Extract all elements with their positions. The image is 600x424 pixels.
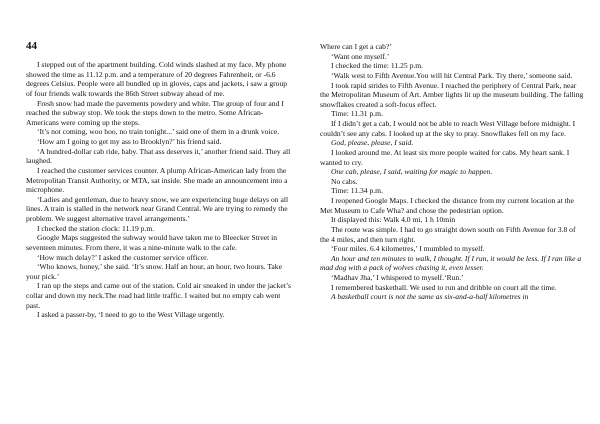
paragraph: No cabs.	[331, 176, 358, 186]
paragraph: Where can I get a cab?’	[320, 42, 392, 51]
paragraph: I checked the time: 11.25 p.m.	[331, 61, 424, 71]
paragraph: I remembered basketball. We used to run and dribble on court all the time.	[331, 282, 557, 292]
paragraph: ‘Walk west to Fifth Avenue.You will hit Central Park. Try there,’ someone said.	[331, 70, 573, 80]
paragraph: An hour and ten minutes to walk, I thought. If I run, it would be less. If I ran like a mad dog with a pack of wolves chasing it, even lesser.	[320, 253, 582, 273]
paragraph: Time: 11.31 p.m.	[331, 109, 383, 119]
paragraph: I stepped out of the apartment building. Cold winds slashed at my face. My phone showed the time as 11.12 p.m. and a temperature of 20 degrees Fahrenheit, or -6.6 degrees Celsius. People were all bundled up in gloves, caps and jackets, i saw a group of four friends walk towards the 86th Street subway ahead of me.	[26, 60, 288, 98]
paragraph: If I didn’t get a cab, I would not be able to reach West Village before midnight. I couldn’t see any cabs. I looked up at the sky to pray. Snowflakes fell on my face.	[320, 119, 576, 138]
paragraph: ‘A hundred-dollar cab ride, baby. That ass deserves it,’ another friend said. They all laughed.	[26, 146, 291, 166]
paragraph: Time: 11.34 p.m.	[331, 186, 383, 196]
paragraph: Fresh snow had made the pavements powdery and white. The group of four and I reached the subway stop. We took the steps down to the metro. Some African-Americans were coming up the steps.	[26, 98, 284, 127]
paragraph: The route was simple. I had to go straight down south on Fifth Avenue for 3.8 of the 4 miles, and then turn right.	[320, 224, 576, 244]
paragraph: It displayed this: Walk 4.0 mi, 1 h 10min	[331, 215, 456, 225]
paragraph: ‘Want one myself.’	[331, 51, 390, 61]
paragraph: I took rapid strides to Fifth Avenue. I reached the periphery of Central Park, near the Metropolitan Museum of Art. Amber lights lit up the museum building. The falling snowflakes created a soft-focus effect.	[320, 80, 584, 109]
paragraph: I reached the customer services counter. A plump African-American lady from the Metropolitan Transit Authority, or MTA, sat inside. She made an announcement into a microphone.	[26, 165, 288, 195]
paragraph: ‘Madhav Jha,’ I whispered to myself.‘Run.’	[331, 273, 464, 282]
paragraph: ‘Who knows, honey,’ she said. ‘It’s snow. Half an hour, an hour, two hours. Take your pick.’	[26, 262, 282, 281]
paragraph: ‘How am I going to get my ass to Brooklyn?’ his friend said.	[37, 137, 222, 146]
page-number: 44	[26, 40, 37, 52]
paragraph: I looked around me. At least six more people waited for cabs. My heart sank. I wanted to cry.	[320, 147, 570, 167]
paragraph: I checked the station clock: 11.19 p.m.	[37, 223, 155, 233]
paragraph: A basketball court is not the same as six-and-a-half kilometres in	[331, 292, 529, 302]
paragraph: God, please, please, I said.	[331, 138, 414, 148]
paragraph: Google Maps suggested the subway would have taken me to Bleecker Street in seventeen minutes. From there, it was a nine-minute walk to the cafe.	[26, 233, 277, 252]
paragraph: I ran up the steps and came out of the station. Cold air sneaked in under the jacket’s collar and down my neck.The road had little traffic. I waited but no empty cab went past.	[26, 281, 291, 310]
paragraph: I asked a passer-by, ‘I need to go to the West Village urgently.	[37, 310, 225, 320]
left-text-column	[26, 60, 292, 320]
paragraph: ‘Four miles. 6.4 kilometres,’ I mumbled to myself.	[331, 244, 485, 254]
paragraph: ‘It’s not coming, woo hoo, no train tonight...’ said one of them in a drunk voice.	[37, 127, 280, 137]
paragraph: One cab, please, I said, waiting for magic to happen.	[331, 167, 493, 177]
paragraph: ‘How much delay?’ I asked the customer service officer.	[37, 252, 209, 262]
paragraph: I reopened Google Maps. I checked the distance from my current location at the Met Museum to Cafe Wha? and chose the pedestrian option.	[320, 196, 574, 215]
paragraph: ‘Ladies and gentleman, due to heavy snow, we are experiencing huge delays on all lines. A train is stalled in the network near Grand Central. We are trying to remedy the problem. We suggest alternative travel arrangements.’	[26, 194, 289, 223]
right-text-column	[320, 42, 586, 302]
